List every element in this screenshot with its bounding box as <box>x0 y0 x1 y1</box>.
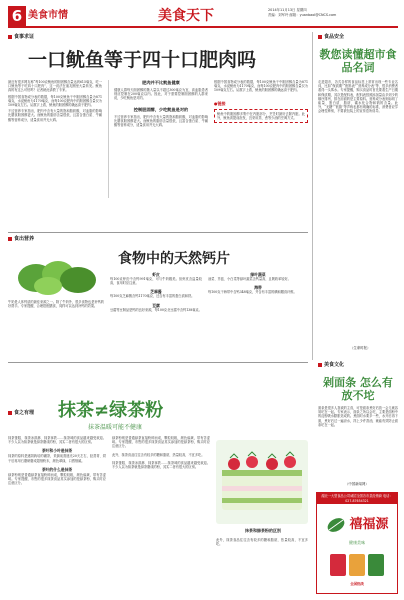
leaf-icon <box>325 514 347 536</box>
photo-caption: 抹茶和绿茶粉的区别 <box>245 528 281 533</box>
article5-body4: 此外，抹茶食品往往含有较多的糖和脂肪，热量较高，不宜多吃。 <box>112 452 205 457</box>
article1-subhead1: 肥肉并不比鱿鱼健康 <box>142 80 180 85</box>
article5-body1: 抹茶蛋糕、抹茶冰淇淋、抹茶拿铁……抹茶味的食品越来越受欢迎。不少人以为抹茶就是绿茶磨成的粉，其实二者有很大的区别。 <box>8 436 106 445</box>
article4-source: （中国新闻网） <box>345 482 369 486</box>
article5-col2 <box>112 436 210 596</box>
column-divider <box>108 80 109 198</box>
calcium-item-name: 绿叶蔬菜 <box>250 272 266 277</box>
article5-col3: 此外，抹茶食品往往含有较多的糖和脂肪，热量较高，不宜多吃。 <box>216 538 308 547</box>
date-info <box>268 8 398 18</box>
article2-source: （生命时报） <box>350 346 371 350</box>
article5-body3-col2: 绿茶粉则是普通绿茶直接粉碎而成，颗粒较粗，颜色偏黄，带有苦涩味。专家提醒，市售的很多抹茶食品其实添加的是绿茶粉，购买时应注意区分。 <box>112 436 210 449</box>
ad-brand: 禧福源 <box>349 517 389 532</box>
right-column-rule <box>312 32 313 360</box>
column-label-safety: 食品安全 <box>318 34 344 41</box>
section-divider-2 <box>8 362 308 363</box>
date-line: 2014年11月13日 星期四 <box>268 8 307 12</box>
article1-col2 <box>114 80 208 198</box>
product-box-icon <box>349 554 365 576</box>
article5-body3: 绿茶粉则是普通绿茶直接粉碎而成，颗粒较粗，颜色偏黄，带有苦涩味。专家提醒，市售的很多抹茶食品其实添加的是绿茶粉，购买时应注意区分。 <box>8 472 106 486</box>
greens-illustration <box>16 256 100 296</box>
article4-body: 面条是很多人喜欢的主食，可是面条煮好后放一会儿就容易坨在一起。专家表示，面条之所以会坨，主要是面粉中的淀粉吸水膨胀造成的。煮面时水要多一些，水开后再下面，煮好后过一遍凉水，拌上少许香油，就能有效防止面条坨在一起。 <box>318 406 398 427</box>
calcium-item-desc: 每100克芝麻酱含钙1170毫克，还含有丰富的蛋白质和铁。 <box>110 294 195 299</box>
article5-col1 <box>8 436 106 596</box>
ad-product-strip <box>317 554 397 576</box>
article5-question1: 茶叶和小叶是抹茶 <box>41 448 73 454</box>
ad-brand-sub: 健康美味 <box>349 540 365 545</box>
article2-headline: 教您读懂超市食品名词 <box>319 48 397 74</box>
calcium-item-name: 豆腐 <box>152 302 160 308</box>
ad-logo <box>317 514 397 536</box>
page-number: 6 <box>8 6 26 26</box>
article5-subhead: 抹茶温暖可能不健康 <box>88 424 143 431</box>
calcium-list-col2 <box>208 272 308 356</box>
article1-comment: 鱿鱼中的胆固醇多集中在内脏部分，烹饪时最好去除内脏。此外，鱿鱼须提前泡发，宜采用蒸、煮等少油的烹调方式。 <box>214 109 308 123</box>
calcium-item-desc: 油菜、芥蓝、小白菜等绿叶蔬菜含钙量高，且吸收率较好。 <box>208 277 291 281</box>
greens-photo <box>16 256 100 296</box>
article1-body3: 不过营养专家指出，肥肉中含有大量的饱和脂肪酸，对血脂的影响比膳食胆固醇更大。而鱿鱼的脂肪含量很低，且富含蛋白质、牛磺酸等营养成分，适量食用并无大碍。 <box>8 109 102 122</box>
column-label-reason: 食之有理 <box>8 410 34 417</box>
matcha-cake-illustration <box>216 440 308 524</box>
calcium-item-desc: 豆腐等豆制品是钙的良好来源，每100克北豆腐中含钙138毫克。 <box>110 307 202 312</box>
product-box-icon <box>368 554 384 576</box>
article5-body2: 抹茶的原料是遮阴栽培的碾茶，采摘前需遮光20天左右，经蒸青、烘干后再用石磨研磨成超细粉末，颜色翠绿，口感细腻。 <box>8 454 106 463</box>
article4-headline: 剁面条 怎么有放不坨 <box>323 376 393 402</box>
section-divider-1 <box>8 232 308 233</box>
calcium-item-name: 芝麻酱 <box>150 289 162 295</box>
article1-headline: 一口鱿鱼等于四十口肥肉吗 <box>28 49 257 71</box>
ad-banner: 湖北一大型食品公司诚招全国各市县经销商 电话：027-87654321 <box>317 493 397 504</box>
article1-body4: 健康人群每天胆固醇的摄入量以不超过300毫克为宜，高血脂患者则应控制在200毫克以内。因此，对于需要控制胆固醇的人群来说，少吃鱿鱼是对的。 <box>114 88 208 101</box>
masthead-title: 美食天下 <box>158 8 214 24</box>
article1-subhead2: 控制胆固醇，少吃鱿鱼是对的 <box>133 106 189 112</box>
article1-body1: 最近有很多网友称“每100克鱿鱼的胆固醇含量达到615毫克，吃一口鱿鱼等于吃四十口肥肉”，这一说法在朋友圈里大量转发。鱿鱼真的有这么可怕吗？记者就此请教了专家。 <box>8 80 102 93</box>
article1-col3 <box>214 80 308 198</box>
column-label-shishi: 食事求证 <box>8 34 34 41</box>
calcium-item-desc: 每100克虾皮中含钙991毫克，可与牛奶媲美。但虾皮含盐量较高，食用时应注意。 <box>110 277 202 286</box>
article2-body: 走进超市，各式各样的食品标签上常常出现一些专业名词，比如“保质期”“配料表”“营养成分表”等，很多消费者看得一头雾水。专家提醒，购买食品时首先要看生产日期和保质期，其次是配料表，配料表按照添加量由多到少的顺序排列，排在前面的是主要原料。营养成分表则标明了能量、蛋白质、脂肪、碳水化合物和钠的含量。此外，“无糖”“低脂”等声称也都有明确的标准，消费者应学会理性辨别，不要被包装上的宣传语所误导。 <box>318 80 398 114</box>
product-box-icon <box>330 554 346 576</box>
calcium-item-desc: 每100克干海带中含钙348毫克，并含有丰富的碘和膳食纤维。 <box>208 290 297 295</box>
article1-comment-label: ●链接 <box>214 100 226 106</box>
matcha-cake-photo <box>216 440 308 524</box>
editor-line: 责编：刘军玲 邮箱：yuanbaol@CNCS.com <box>268 13 337 17</box>
article3-headline: 食物中的天然钙片 <box>118 251 230 267</box>
calcium-list-col1 <box>110 272 202 356</box>
calcium-item-name: 虾皮 <box>152 272 160 277</box>
article1-body3-repeat: 不过营养专家指出，肥肉中含有大量的饱和脂肪酸，对血脂的影响比膳食胆固醇更大。而鱿鱼的脂肪含量很低，且富含蛋白质、牛磺酸等营养成分，适量食用并无大碍。 <box>114 114 208 128</box>
article1-col1 <box>8 80 102 198</box>
article1-body2: 根据中国食物成分表的数据，每100克鱿鱼干中胆固醇含量为871毫克，水浸鱿鱼为1170毫克，而每100克肥肉中的胆固醇含量仅为109毫克左右。从数字上看，鱿鱼的胆固醇的确远高于肥肉。 <box>8 94 102 108</box>
column-label-culture: 美食文化 <box>318 362 344 369</box>
article5-body1-col2: 抹茶蛋糕、抹茶冰淇淋、抹茶拿铁……抹茶味的食品越来越受欢迎。不少人以为抹茶就是绿茶磨成的粉，其实二者有很大的区别。 <box>112 460 210 470</box>
column-label-nutrition: 食出营养 <box>8 236 34 243</box>
advertisement[interactable] <box>316 492 398 594</box>
article5-question2: 茶叶的什么是抹茶 <box>41 466 73 472</box>
article5-headline: 抹茶≠绿茶粉 <box>58 400 164 421</box>
section-name: 美食市情 <box>28 10 68 21</box>
ad-hotline: 全国热线 <box>350 582 364 586</box>
calcium-item-name: 海带 <box>254 285 262 291</box>
article3-intro: 牛奶是人体钙质的最佳来源之一。除了牛奶外，很多食物也是补钙的好帮手。专家提醒，合理搭配膳食，同样可以达到补钙的效果。 <box>8 300 104 309</box>
article1-body2-col3: 根据中国食物成分表的数据，每100克鱿鱼干中胆固醇含量为871毫克，水浸鱿鱼为1170毫克，而每100克肥肉中的胆固醇含量仅为109毫克左右。从数字上看，鱿鱼的胆固醇的确远高于肥肉。 <box>214 80 308 93</box>
